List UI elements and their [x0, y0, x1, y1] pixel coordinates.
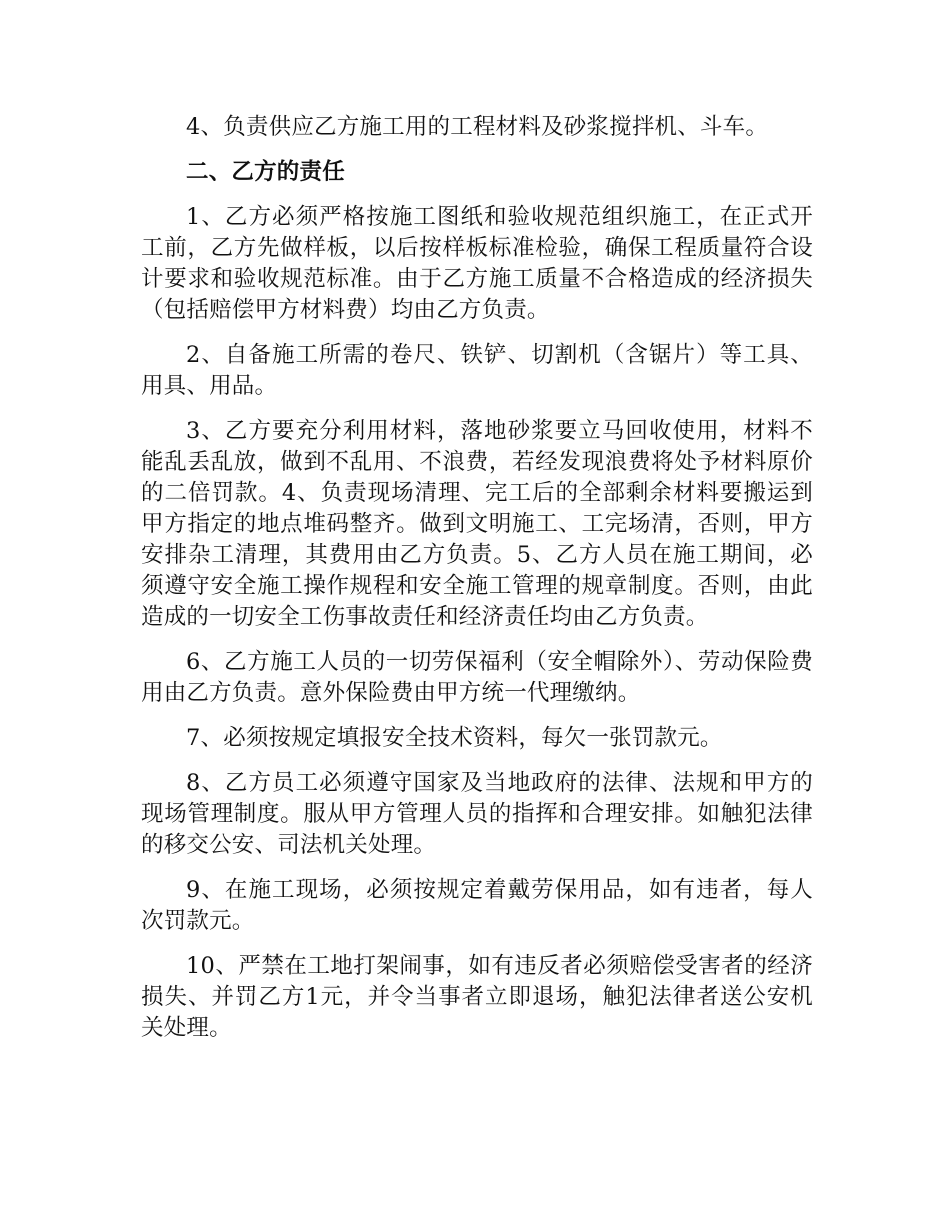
paragraph-safety-records: 7、必须按规定填报安全技术资料，每欠一张罚款元。 — [186, 725, 723, 751]
paragraph-compliance: 8、乙方员工必须遵守国家及当地政府的法律、法规和甲方的现场管理制度。服从甲方管理人员的指挥和合理安排。如触犯法律的移交公安、司法机关处理。 — [141, 770, 813, 858]
paragraph-materials-safety: 3、乙方要充分利用材料，落地砂浆要立马回收使用，材料不能乱丢乱放，做到不乱用、不浪费，若经发现浪费将处予材料原价的二倍罚款。4、负责现场清理、完工后的全部剩余材料要搬运到甲方指定的地点堆码整齐。做到文明施工、工完场清，否则，甲方安排杂工清理，其费用由乙方负责。5、乙方人员在施工期间，必须遵守安全施工操作规程和安全施工管理的规章制度。否则，由此造成的一切安全工伤事故责任和经济责任均由乙方负责。 — [141, 418, 813, 630]
paragraph-tools: 2、自备施工所需的卷尺、铁铲、切割机（含锯片）等工具、用具、用品。 — [141, 342, 813, 399]
paragraph-quality: 1、乙方必须严格按施工图纸和验收规范组织施工，在正式开工前，乙方先做样板，以后按样板标准检验，确保工程质量符合设计要求和验收规范标准。由于乙方施工质量不合格造成的经济损失（包括赔偿甲方材料费）均由乙方负责。 — [141, 204, 813, 323]
section-heading: 二、乙方的责任 — [186, 159, 345, 185]
paragraph-fighting: 10、严禁在工地打架闹事，如有违反者必须赔偿受害者的经济损失、并罚乙方1元，并令当事者立即退场，触犯法律者送公安机关处理。 — [141, 953, 813, 1041]
paragraph-supply-materials: 4、负责供应乙方施工用的工程材料及砂浆搅拌机、斗车。 — [186, 114, 769, 140]
document-body — [141, 112, 813, 1044]
paragraph-protective-gear: 9、在施工现场，必须按规定着戴劳保用品，如有违者，每人次罚款元。 — [141, 877, 813, 934]
paragraph-welfare: 6、乙方施工人员的一切劳保福利（安全帽除外）、劳动保险费用由乙方负责。意外保险费由甲方统一代理缴纳。 — [141, 649, 813, 706]
